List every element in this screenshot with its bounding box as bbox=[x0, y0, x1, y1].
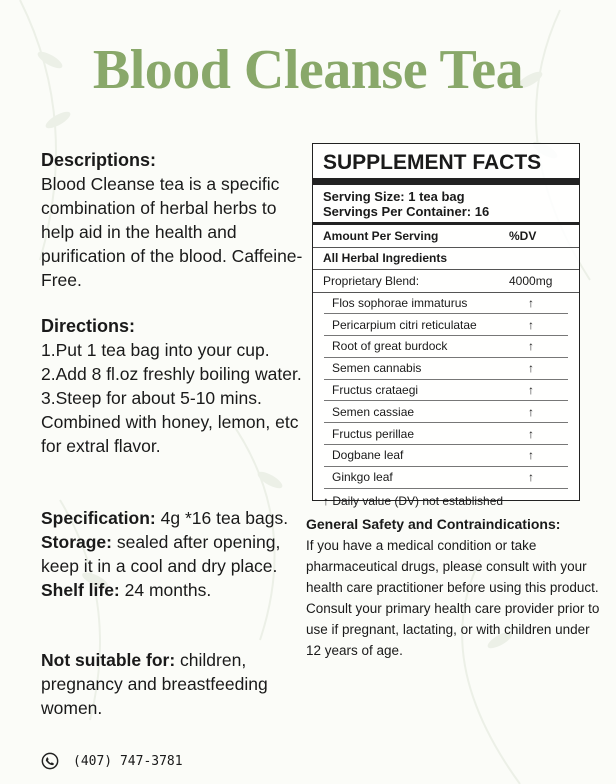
ingredient-row bbox=[324, 401, 568, 423]
direction-step: 3.Steep for about 5-10 mins. Combined with honey, lemon, etc for extral flavor. bbox=[41, 388, 299, 456]
ingredient-name: Semen cannabis bbox=[332, 361, 422, 376]
not-suitable bbox=[41, 648, 303, 720]
serving-size: Serving Size: 1 tea bag bbox=[323, 189, 465, 204]
phone-contact bbox=[41, 752, 183, 770]
not-suitable-label: Not suitable for: bbox=[41, 650, 176, 670]
ingredient-list bbox=[313, 293, 579, 489]
ingredient-name: Semen cassiae bbox=[332, 404, 415, 419]
dv-arrow-icon: ↑ bbox=[528, 317, 534, 332]
storage-label: Storage: bbox=[41, 532, 112, 552]
dv-header: %DV bbox=[509, 228, 537, 243]
ingredient-row bbox=[324, 358, 568, 380]
dv-arrow-icon: ↑ bbox=[528, 448, 534, 463]
serving-info bbox=[313, 185, 579, 225]
dv-arrow-icon: ↑ bbox=[528, 470, 534, 485]
safety-text-2: Consult your primary health care provider prior to use if pregnant, lactating, or with children under 12 years of age. bbox=[306, 601, 600, 658]
facts-footnote: ↑ Daily value (DV) not established bbox=[323, 493, 504, 508]
safety-section bbox=[306, 514, 606, 661]
descriptions-section bbox=[41, 148, 303, 292]
ingredient-name: Fructus crataegi bbox=[332, 383, 419, 398]
shelf-life-label: Shelf life: bbox=[41, 580, 120, 600]
page-title: Blood Cleanse Tea bbox=[92, 39, 524, 101]
not-suitable-value: children, pregnancy and breastfeeding women. bbox=[41, 650, 268, 718]
ingredient-row bbox=[324, 445, 568, 467]
ingredient-row bbox=[324, 336, 568, 358]
phone-icon bbox=[41, 752, 59, 770]
ingredient-row bbox=[324, 423, 568, 445]
facts-title: SUPPLEMENT FACTS bbox=[313, 144, 579, 185]
safety-heading: General Safety and Contraindications: bbox=[306, 516, 561, 532]
amount-header: Amount Per Serving bbox=[323, 228, 439, 243]
blend-row bbox=[313, 270, 579, 293]
ingredient-name: Dogbane leaf bbox=[332, 448, 404, 463]
all-herbal-label: All Herbal Ingredients bbox=[323, 251, 448, 266]
storage-value: sealed after opening, keep it in a cool and dry place. bbox=[41, 532, 281, 576]
descriptions-heading: Descriptions: bbox=[41, 150, 157, 170]
ingredient-name: Root of great burdock bbox=[332, 339, 448, 354]
ingredient-row bbox=[324, 293, 568, 315]
ingredient-row bbox=[324, 467, 568, 489]
dv-arrow-icon: ↑ bbox=[528, 339, 534, 354]
supplement-facts-panel bbox=[312, 143, 580, 508]
dv-arrow-icon: ↑ bbox=[528, 295, 534, 310]
all-herbal-row bbox=[313, 248, 579, 271]
ingredient-name: Flos sophorae immaturus bbox=[332, 295, 468, 310]
shelf-life bbox=[41, 578, 303, 602]
not-suitable-section bbox=[41, 648, 303, 720]
spec-section bbox=[41, 506, 303, 602]
direction-step: 2.Add 8 fl.oz freshly boiling water. bbox=[41, 364, 302, 384]
ingredient-row bbox=[324, 380, 568, 402]
directions-section bbox=[41, 314, 303, 458]
specification-label: Specification: bbox=[41, 508, 156, 528]
servings-per-container: Servings Per Container: 16 bbox=[323, 204, 490, 219]
ingredient-name: Pericarpium citri reticulatae bbox=[332, 317, 477, 332]
amount-header-row bbox=[313, 225, 579, 248]
safety-text-1: If you have a medical condition or take pharmaceutical drugs, please consult with your health care practitioner before using this product. bbox=[306, 538, 599, 595]
dv-arrow-icon: ↑ bbox=[528, 426, 534, 441]
blend-amount: 4000mg bbox=[509, 273, 553, 288]
direction-step: 1.Put 1 tea bag into your cup. bbox=[41, 340, 270, 360]
ingredient-name: Fructus perillae bbox=[332, 426, 415, 441]
dv-arrow-icon: ↑ bbox=[528, 404, 534, 419]
dv-arrow-icon: ↑ bbox=[528, 383, 534, 398]
ingredient-name: Ginkgo leaf bbox=[332, 470, 393, 485]
dv-arrow-icon: ↑ bbox=[528, 361, 534, 376]
shelf-life-value: 24 months. bbox=[119, 580, 212, 600]
directions-heading: Directions: bbox=[41, 316, 136, 336]
phone-number[interactable]: (407) 747-3781 bbox=[73, 753, 183, 769]
specification-value: 4g *16 tea bags. bbox=[155, 508, 289, 528]
storage bbox=[41, 530, 303, 578]
blend-label: Proprietary Blend: bbox=[323, 273, 420, 288]
specification bbox=[41, 506, 303, 530]
descriptions-text: Blood Cleanse tea is a specific combination of herbal herbs to help aid in the health and purification of the blood. Caffeine-Free. bbox=[41, 174, 303, 290]
ingredient-row bbox=[324, 314, 568, 336]
